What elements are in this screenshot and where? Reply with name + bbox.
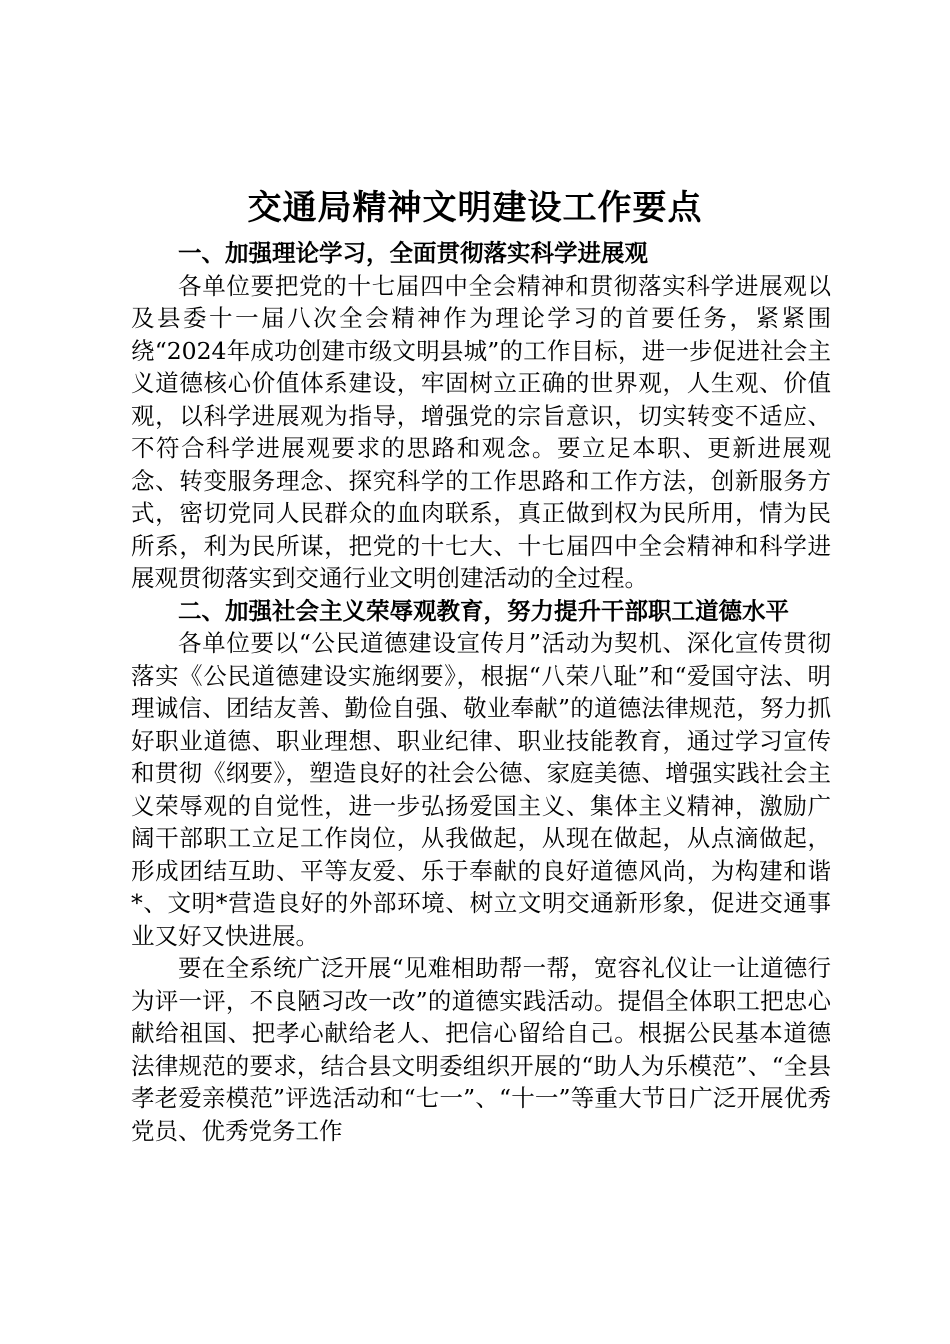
section-heading: 一、加强理论学习，全面贯彻落实科学进展观 <box>178 239 648 267</box>
section-2 <box>131 595 831 1148</box>
document-body <box>131 237 831 1147</box>
section-1 <box>131 237 831 595</box>
section-heading: 二、加强社会主义荣辱观教育，努力提升干部职工道德水平 <box>178 596 789 625</box>
body-paragraph: 各单位要以“公民道德建设宣传月”活动为契机、深化宣传贯彻落实《公民道德建设实施纲要》，根据“八荣八耻”和“爱国守法、明理诚信、团结友善、勤俭自强、敬业奉献”的道德法律规范，努力抓好职业道德、职业理想、职业纪律、职业技能教育，通过学习宣传和贯彻《纲要》，塑造良好的社会公德、家庭美德、增强实践社会主义荣辱观的自觉性，进一步弘扬爱国主义、集体主义精神，激励广阔干部职工立足工作岗位，从我做起，从现在做起，从点滴做起，形成团结互助、平等友爱、乐于奉献的良好道德风尚，为构建和谐*、文明*营造良好的外部环境、树立文明交通新形象，促进交通事业又好又快进展。 <box>131 629 831 950</box>
document-title: 交通局精神文明建设工作要点 <box>247 188 703 228</box>
body-paragraph: 各单位要把党的十七届四中全会精神和贯彻落实科学进展观以及县委十一届八次全会精神作为理论学习的首要任务，紧紧围绕“2024年成功创建市级文明县城”的工作目标，进一步促进社会主义道德核心价值体系建设，牢固树立正确的世界观，人生观、价值观，以科学进展观为指导，增强党的宗旨意识，切实转变不适应、不符合科学进展观要求的思路和观念。要立足本职、更新进展观念、转变服务理念、探究科学的工作思路和工作方法，创新服务方式，密切党同人民群众的血肉联系，真正做到权为民所用，情为民所系，利为民所谋，把党的十七大、十七届四中全会精神和科学进展观贯彻落实到交通行业文明创建活动的全过程。 <box>131 271 831 592</box>
body-paragraph: 要在全系统广泛开展“见难相助帮一帮，宽容礼仪让一让道德行为评一评，不良陋习改一改”的道德实践活动。提倡全体职工把忠心献给祖国、把孝心献给老人、把信心留给自己。根据公民基本道德法律规范的要求，结合县文明委组织开展的“助人为乐模范”、“全县孝老爱亲模范”评选活动和“七一”、“十一”等重大节日广泛开展优秀党员、优秀党务工作 <box>131 954 831 1145</box>
